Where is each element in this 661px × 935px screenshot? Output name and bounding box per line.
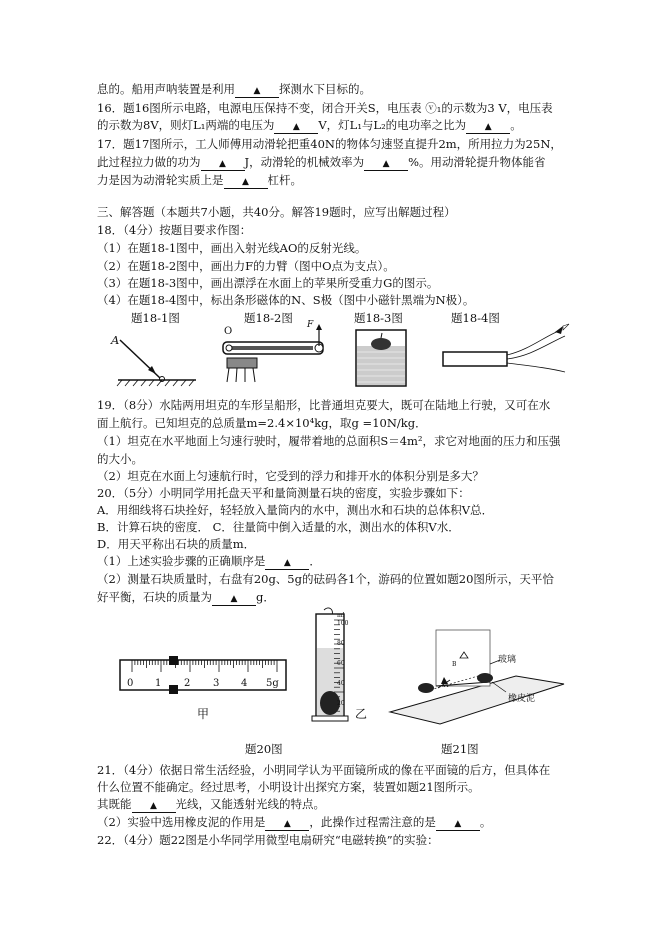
point-a-label-fig21: A bbox=[444, 682, 449, 689]
force-f-label: F bbox=[307, 320, 314, 330]
answer-blank: ▲ bbox=[201, 159, 245, 171]
text-line: 力是因为动滑轮实质上是 ▲ 杠杆。 bbox=[97, 173, 302, 187]
text-line: B．计算石块的密度． C．往量筒中倒入适量的水，测出水的体积V水． bbox=[97, 520, 460, 534]
fig21-caption: 题21图 bbox=[441, 742, 479, 756]
text-line: 16．题16图所示电路，电源电压保持不变，闭合开关S，电压表 ⓥ₁的示数为3 V，电压表 bbox=[97, 101, 553, 115]
answer-blank: ▲ bbox=[212, 594, 256, 606]
text-line: （2）在题18-2图中，画出力F的力臂（图中O点为支点）。 bbox=[97, 259, 395, 273]
answer-blank: ▲ bbox=[436, 819, 480, 831]
fig18-2-lever-diagram bbox=[215, 322, 335, 388]
answer-blank: ▲ bbox=[274, 122, 318, 134]
ruler-tick-label-4: 4 bbox=[241, 678, 248, 689]
pivot-o-label: O bbox=[224, 326, 233, 337]
fig18-4-title: 题18-4图 bbox=[451, 311, 500, 325]
fig20-caption: 题20图 bbox=[245, 742, 283, 756]
text-line: D．用天平称出石块的质量m． bbox=[97, 537, 256, 551]
text-line: （2）实验中选用橡皮泥的作用是 ▲ ，此操作过程需注意的是 ▲ 。 bbox=[97, 815, 492, 829]
answer-blank: ▲ bbox=[466, 122, 510, 134]
label-yi: 乙 bbox=[355, 707, 368, 721]
ruler-tick-label-0: 0 bbox=[127, 678, 134, 689]
answer-blank: ▲ bbox=[235, 86, 279, 98]
point-b-label: B bbox=[452, 661, 457, 668]
clay-label: 橡皮泥 bbox=[508, 694, 536, 704]
text-line: 22．（4分）题22图是小华同学用微型电扇研究“电磁转换”的实验： bbox=[97, 833, 439, 847]
text-line: 息的。船用声呐装置是利用 ▲ 探测水下目标的。 bbox=[97, 82, 371, 96]
text-line: 其既能 ▲ 光线，又能透射光线的特点。 bbox=[97, 797, 325, 811]
text-line: 19．（8分）水陆两用坦克的车形呈船形，比普通坦克要大，既可在陆地上行驶，又可在水 bbox=[97, 398, 551, 412]
text-line: A．用细线将石块拴好，轻轻放入量筒内的水中，测出水和石块的总体积V总． bbox=[97, 503, 494, 517]
text-line: （2）坦克在水面上匀速航行时，它受到的浮力和排开水的体积分别是多大？ bbox=[97, 469, 484, 483]
text-line: （1）坦克在水平地面上匀速行驶时，履带着地的总面积S＝4m²，求它对地面的压力和压强 bbox=[97, 434, 561, 448]
cylinder-unit-label: ml bbox=[337, 612, 345, 619]
glass-label: 玻璃 bbox=[498, 655, 517, 665]
fig18-1-title: 题18-1图 bbox=[131, 311, 180, 325]
text-line: （3）在题18-3图中，画出漂浮在水面上的苹果所受重力G的图示。 bbox=[97, 276, 439, 290]
ruler-tick-label-1: 1 bbox=[155, 678, 162, 689]
fig18-2-title: 题18-2图 bbox=[244, 311, 293, 325]
cylinder-num-60: 60 bbox=[337, 660, 345, 667]
text-line: 17．题17图所示，工人师傅用动滑轮把重40N的物体匀速竖直提升2m，所用拉力为25N， bbox=[97, 137, 562, 151]
ruler-tick-label-2: 2 bbox=[184, 678, 191, 689]
fig18-4-magnet-diagram bbox=[437, 322, 572, 382]
answer-blank: ▲ bbox=[265, 558, 309, 570]
cylinder-num-80: 80 bbox=[337, 640, 345, 647]
text-line: 20．（5分）小明同学用托盘天平和量筒测量石块的密度，实验步骤如下： bbox=[97, 486, 470, 500]
text-line: 什么位置不能确定。经过思考，小明设计出探究方案，装置如题21图所示。 bbox=[97, 780, 480, 794]
answer-blank: ▲ bbox=[364, 159, 408, 171]
text-line: 的大小。 bbox=[97, 452, 143, 466]
fig21-plane-mirror-diagram bbox=[388, 620, 568, 732]
text-line: （2）测量石块质量时，右盘有20g、5g的砝码各1个，游码的位置如题20图所示，天平恰 bbox=[97, 572, 554, 586]
answer-blank: ▲ bbox=[265, 819, 309, 831]
cylinder-top-label: 100 bbox=[337, 620, 349, 627]
text-line: （1）上述实验步骤的正确顺序是 ▲ ． bbox=[97, 554, 321, 568]
text-line: （4）在题18-4图中，标出条形磁体的N、S极（图中小磁针黑端为N极）。 bbox=[97, 293, 475, 307]
answer-blank: ▲ bbox=[224, 177, 268, 189]
ruler-tick-label-5g: 5g bbox=[266, 678, 279, 689]
text-line: 的示数为8V，则灯L₁两端的电压为 ▲ V，灯L₁与L₂的电功率之比为 ▲ 。 bbox=[97, 118, 522, 132]
text-line: 21．（4分）依据日常生活经验，小明同学认为平面镜所成的像在平面镜的后方，但具体在 bbox=[97, 763, 551, 777]
text-line: 面上航行。已知坦克的总质量m=2.4×10⁴kg，取g =10N/kg． bbox=[97, 416, 427, 430]
text-line: 好平衡，石块的质量为 ▲ g． bbox=[97, 590, 275, 604]
text-line: 此过程拉力做的功为 ▲ J，动滑轮的机械效率为 ▲ %。用动滑轮提升物体能省 bbox=[97, 155, 546, 169]
label-jia: 甲 bbox=[197, 707, 210, 721]
text-line: 18．（4分）按题目要求作图： bbox=[97, 223, 252, 237]
point-a-label: A bbox=[111, 333, 120, 347]
text-line: （1）在题18-1图中，画出入射光线AO的反射光线。 bbox=[97, 241, 367, 255]
cylinder-num-40: 40 bbox=[337, 680, 345, 687]
answer-blank: ▲ bbox=[132, 801, 176, 813]
fig18-3-title: 题18-3图 bbox=[354, 311, 403, 325]
ruler-tick-label-3: 3 bbox=[213, 678, 220, 689]
fig18-1-mirror-diagram bbox=[108, 328, 200, 388]
fig18-3-beaker-diagram bbox=[350, 326, 412, 390]
section-heading: 三、解答题（本题共7小题，共40分。解答19题时，应写出解题过程） bbox=[97, 205, 456, 219]
cylinder-num-20: 20 bbox=[337, 700, 345, 707]
fig20-ruler-diagram bbox=[118, 650, 290, 694]
